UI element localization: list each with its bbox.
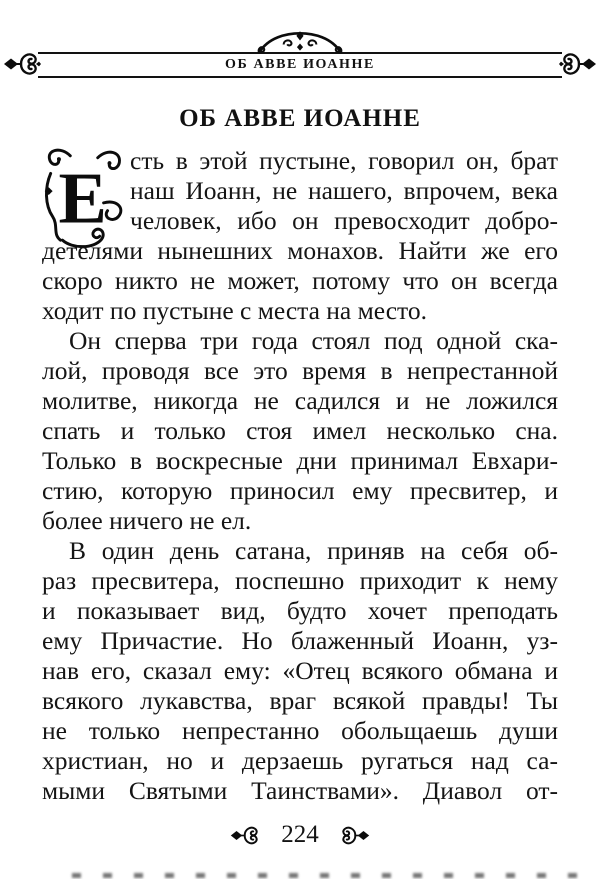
fleuron-icon bbox=[339, 823, 370, 848]
paragraph bbox=[42, 536, 558, 806]
text-line: стию, которую приносил ему пресвитер, и bbox=[42, 476, 558, 505]
text-line: мыми Святыми Таинствами». Диавол от- bbox=[42, 776, 558, 805]
arch-crown-icon bbox=[256, 31, 344, 54]
text-line: не только непрестанно обольщаешь души bbox=[42, 716, 558, 745]
text-line: нав его, сказал ему: «Отец всякого обмана и bbox=[42, 656, 558, 685]
text-line: лой, проводя все это время в непрестанной bbox=[42, 356, 558, 385]
text-line: всякого лукавства, враг всякой правды! Ты bbox=[42, 686, 558, 715]
ornate-initial-icon bbox=[42, 146, 130, 239]
page-title: ОБ АВВЕ ИОАННЕ bbox=[179, 104, 421, 132]
text-line: более ничего не ел. bbox=[42, 506, 252, 535]
paragraph bbox=[42, 326, 558, 536]
text-line: наш Иоанн, не нашего, впрочем, века bbox=[130, 176, 558, 205]
page-number: 224 bbox=[281, 821, 319, 848]
text-line: человек, ибо он превосходит добро- bbox=[130, 206, 558, 235]
body-text bbox=[42, 146, 558, 806]
text-line: и показывает вид, будто хочет преподать bbox=[42, 596, 558, 625]
text-line: В один день сатана, приняв на себя об- bbox=[69, 536, 558, 565]
text-line: Только в воскресные дни принимал Евхари- bbox=[42, 446, 558, 475]
text-line: христиан, но и дерзаешь ругаться над са- bbox=[42, 746, 558, 775]
header-rule-bottom bbox=[38, 76, 562, 78]
running-head: ОБ АВВЕ ИОАННЕ bbox=[225, 57, 375, 72]
text-line: Он сперва три года стоял под одной ска- bbox=[69, 326, 558, 355]
paragraph bbox=[42, 146, 558, 326]
page-footer bbox=[0, 820, 600, 850]
fleuron-icon bbox=[230, 823, 261, 848]
next-page-cutoff-text bbox=[72, 873, 584, 878]
text-line: сть в этой пустыне, говорил он, брат bbox=[130, 146, 558, 175]
text-line: скоро никто не может, потому что он всегда bbox=[42, 266, 558, 295]
text-line: ему Причастие. Но блаженный Иоанн, уз- bbox=[42, 626, 558, 655]
text-line: молитве, никогда не садился и не ложился bbox=[42, 386, 558, 415]
text-line: спать и только стоя имел несколько сна. bbox=[42, 416, 558, 445]
text-line: раз пресвитера, поспешно приходит к нему bbox=[42, 566, 558, 595]
text-line: ходит по пустыне с места на место. bbox=[42, 296, 427, 325]
text-line: детелями нынешних монахов. Найти же его bbox=[42, 236, 558, 265]
drop-cap-letter: Е bbox=[58, 157, 107, 239]
